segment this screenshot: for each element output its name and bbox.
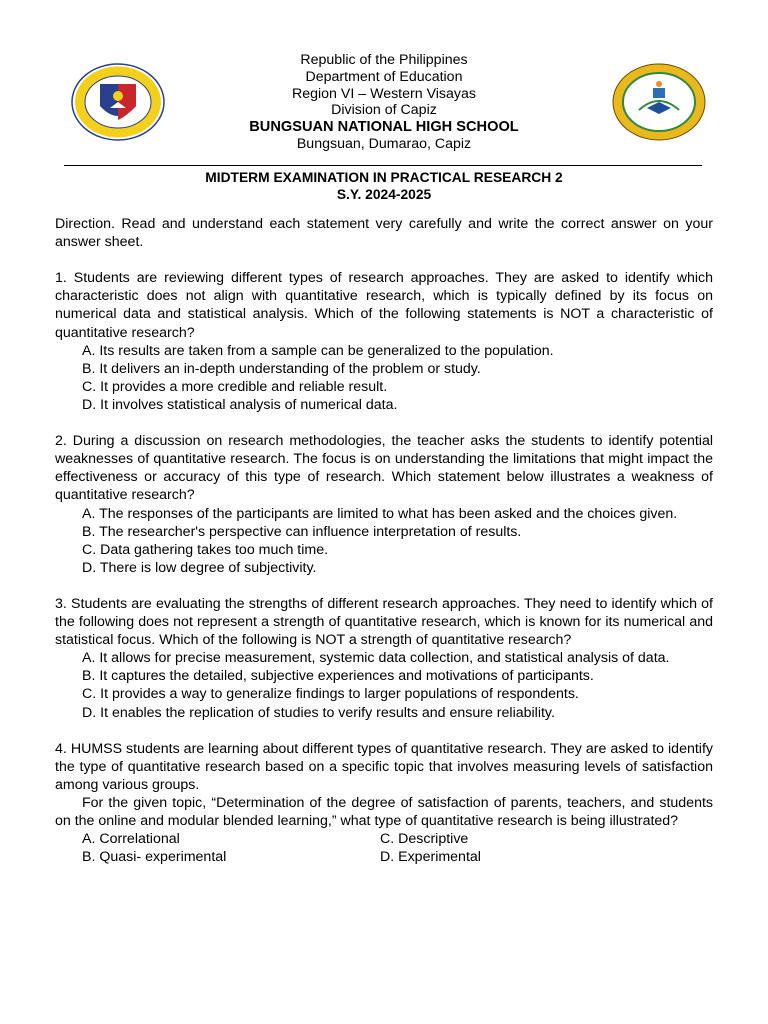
letterhead (0, 52, 768, 153)
choice-c: C. Data gathering takes too much time. (82, 541, 329, 558)
choice-b: B. It captures the detailed, subjective experiences and motivations of participants. (82, 668, 594, 685)
choice-a: A. Correlational (82, 831, 180, 848)
question-2 (55, 432, 713, 577)
header-divider (64, 165, 702, 166)
choice-a: A. Its results are taken from a sample can be generalized to the population. (82, 342, 554, 359)
choice-d: D. There is low degree of subjectivity. (82, 559, 317, 576)
question-stem: 4. HUMSS students are learning about different types of quantitative research. They are asked to identify the type of quantitative research based on a specific topic that involves measuring levels of satisfaction among various groups. (55, 740, 713, 793)
choice-b: B. It delivers an in-depth understanding of the problem or study. (82, 360, 481, 377)
school-address: Bungsuan, Dumarao, Capiz (296, 135, 472, 152)
direction: Direction. Read and understand each statement very carefully and write the correct answer on your answer sheet. (55, 216, 713, 251)
choice-list (55, 649, 713, 721)
school-name: BUNGSUAN NATIONAL HIGH SCHOOL (249, 119, 519, 136)
choice-row (55, 848, 713, 866)
exam-title-line: MIDTERM EXAMINATION IN PRACTICAL RESEARCH 2 (205, 170, 563, 185)
choice-d: D. It enables the replication of studies to verify results and ensure reliability. (82, 704, 555, 721)
question-stem-continued: For the given topic, “Determination of the degree of satisfaction of parents, teachers, and students on the online and modular blended learning,” what type of quantitative research is being illustrated? (55, 795, 713, 830)
question-3 (55, 595, 713, 722)
department-line: Department of Education (305, 68, 463, 85)
choice-list (55, 505, 713, 577)
choice-a: A. It allows for precise measurement, systemic data collection, and statistical analysis of data. (82, 650, 670, 667)
choice-b: B. Quasi- experimental (82, 849, 227, 866)
choice-list (55, 342, 713, 414)
question-stem: 2. During a discussion on research methodologies, the teacher asks the students to identify potential weaknesses of quantitative research. The focus is on understanding the limitations that might impact the effectiveness or accuracy of this type of research. Which statement below illustrates a weakness of quantitative research? (55, 433, 713, 504)
question-1 (55, 269, 713, 414)
choice-row (55, 830, 713, 848)
division-line: Division of Capiz (331, 102, 437, 119)
choice-c: C. Descriptive (380, 831, 469, 848)
choice-a: A. The responses of the participants are limited to what has been asked and the choices given. (82, 505, 678, 522)
choice-d: D. It involves statistical analysis of numerical data. (82, 396, 398, 413)
question-stem: 3. Students are evaluating the strengths of different research approaches. They need to identify which of the following does not represent a strength of quantitative research, which is known for its numerical and statistical focus. Which of the following is NOT a strength of quantitative research? (55, 595, 713, 649)
choice-c: C. It provides a way to generalize findings to larger populations of respondents. (82, 686, 579, 703)
choice-d: D. Experimental (380, 849, 481, 866)
school-year: S.Y. 2024-2025 (336, 186, 432, 202)
choice-c: C. It provides a more credible and reliable result. (82, 378, 388, 395)
question-4 (55, 740, 713, 867)
region-line: Region VI – Western Visayas (291, 85, 476, 102)
exam-title (0, 170, 768, 203)
exam-body (55, 215, 713, 866)
choice-b: B. The researcher's perspective can influence interpretation of results. (82, 523, 522, 540)
country-line: Republic of the Philippines (300, 52, 468, 68)
question-stem: 1. Students are reviewing different types of research approaches. They are asked to identify which characteristic does not align with quantitative research, which is typically defined by its focus on numerical data and statistical analysis. Which of the following statements is NOT a characteristic of quantitative research? (55, 270, 713, 341)
